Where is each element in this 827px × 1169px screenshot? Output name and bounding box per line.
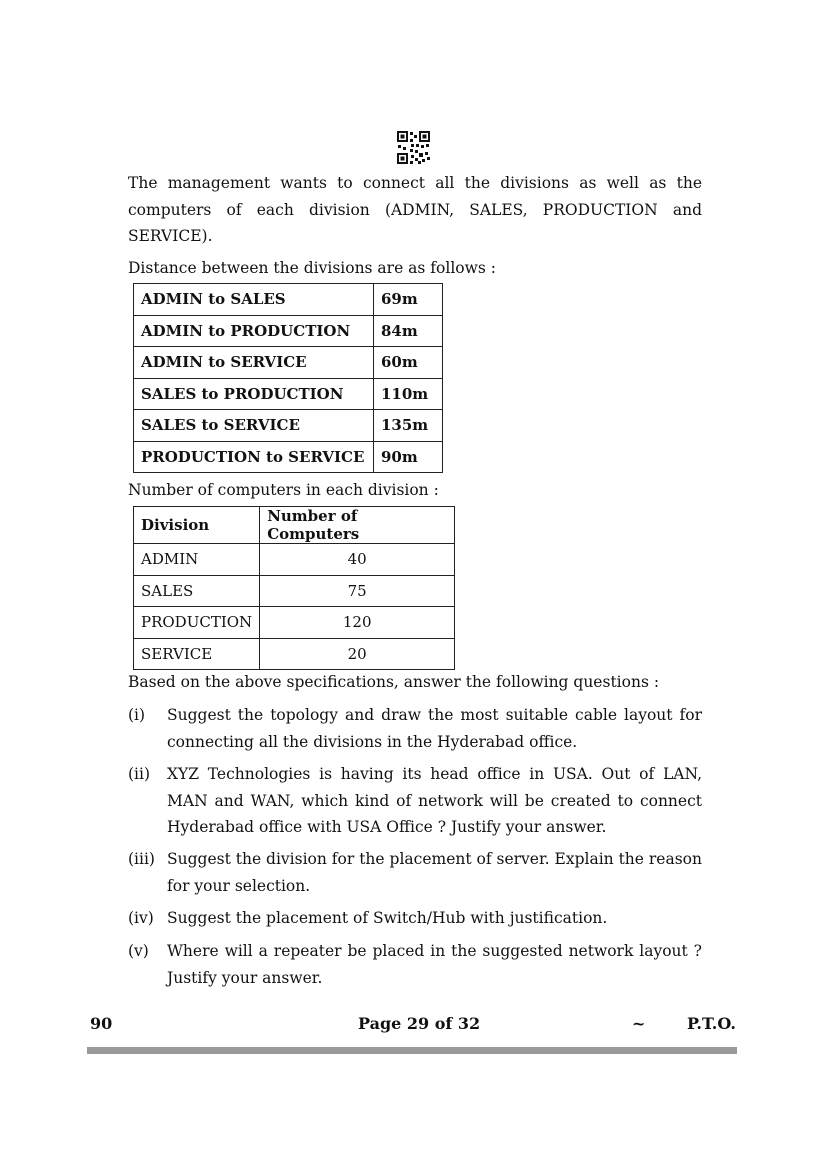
distance-table [133,283,443,473]
distance-route: ADMIN to SERVICE [134,347,374,379]
footer-rule [87,1047,737,1054]
footer-tilde: ~ [632,1014,646,1033]
table-row [134,607,455,639]
question-number: (ii) [128,765,151,783]
computer-count: 75 [260,575,455,607]
computers-heading: Number of computers in each division : [128,481,439,499]
question-item [128,938,702,991]
question-item [128,905,702,932]
column-header-count: Number of Computers [260,507,455,544]
question-text: Where will a repeater be placed in the suggested network layout ? Justify your answer. [167,942,702,987]
computer-count: 40 [260,544,455,576]
division-name: PRODUCTION [134,607,260,639]
distance-heading: Distance between the divisions are as follows : [128,259,496,277]
division-name: SALES [134,575,260,607]
column-header-division: Division [134,507,260,544]
question-text: Suggest the placement of Switch/Hub with justification. [167,909,608,927]
question-item [128,702,702,755]
question-number: (iii) [128,850,155,868]
intro-paragraph: The management wants to connect all the divisions as well as the computers of each division (ADMIN, SALES, PRODUCTION and SERVICE). [128,174,702,245]
table-header-row [134,507,455,544]
question-item [128,761,702,841]
question-number: (v) [128,942,149,960]
distance-value: 84m [374,315,443,347]
table-row [134,284,443,316]
pto-label: P.T.O. [687,1014,736,1033]
qr-code-icon [397,131,430,164]
table-row [134,638,455,670]
paper-code: 90 [90,1014,113,1033]
distance-value: 60m [374,347,443,379]
distance-value: 69m [374,284,443,316]
division-name: ADMIN [134,544,260,576]
question-text: XYZ Technologies is having its head office in USA. Out of LAN, MAN and WAN, which kind of network will be created to connect Hyderabad office with USA Office ? Justify your answer. [167,765,702,836]
table-row [134,315,443,347]
distance-route: ADMIN to PRODUCTION [134,315,374,347]
table-row [134,441,443,473]
distance-route: SALES to PRODUCTION [134,378,374,410]
computer-count: 20 [260,638,455,670]
distance-route: ADMIN to SALES [134,284,374,316]
question-text: Suggest the division for the placement of server. Explain the reason for your selection. [167,850,702,895]
table-row [134,378,443,410]
distance-route: PRODUCTION to SERVICE [134,441,374,473]
table-row [134,575,455,607]
distance-value: 110m [374,378,443,410]
table-row [134,544,455,576]
question-item [128,846,702,899]
computers-table [133,506,455,670]
computer-count: 120 [260,607,455,639]
table-row [134,347,443,379]
division-name: SERVICE [134,638,260,670]
table-row [134,410,443,442]
question-number: (i) [128,706,146,724]
page-number: Page 29 of 32 [358,1014,481,1033]
distance-value: 90m [374,441,443,473]
questions-intro: Based on the above specifications, answer the following questions : [128,673,660,691]
question-number: (iv) [128,909,154,927]
distance-route: SALES to SERVICE [134,410,374,442]
distance-value: 135m [374,410,443,442]
question-text: Suggest the topology and draw the most suitable cable layout for connecting all the divisions in the Hyderabad office. [167,706,702,751]
